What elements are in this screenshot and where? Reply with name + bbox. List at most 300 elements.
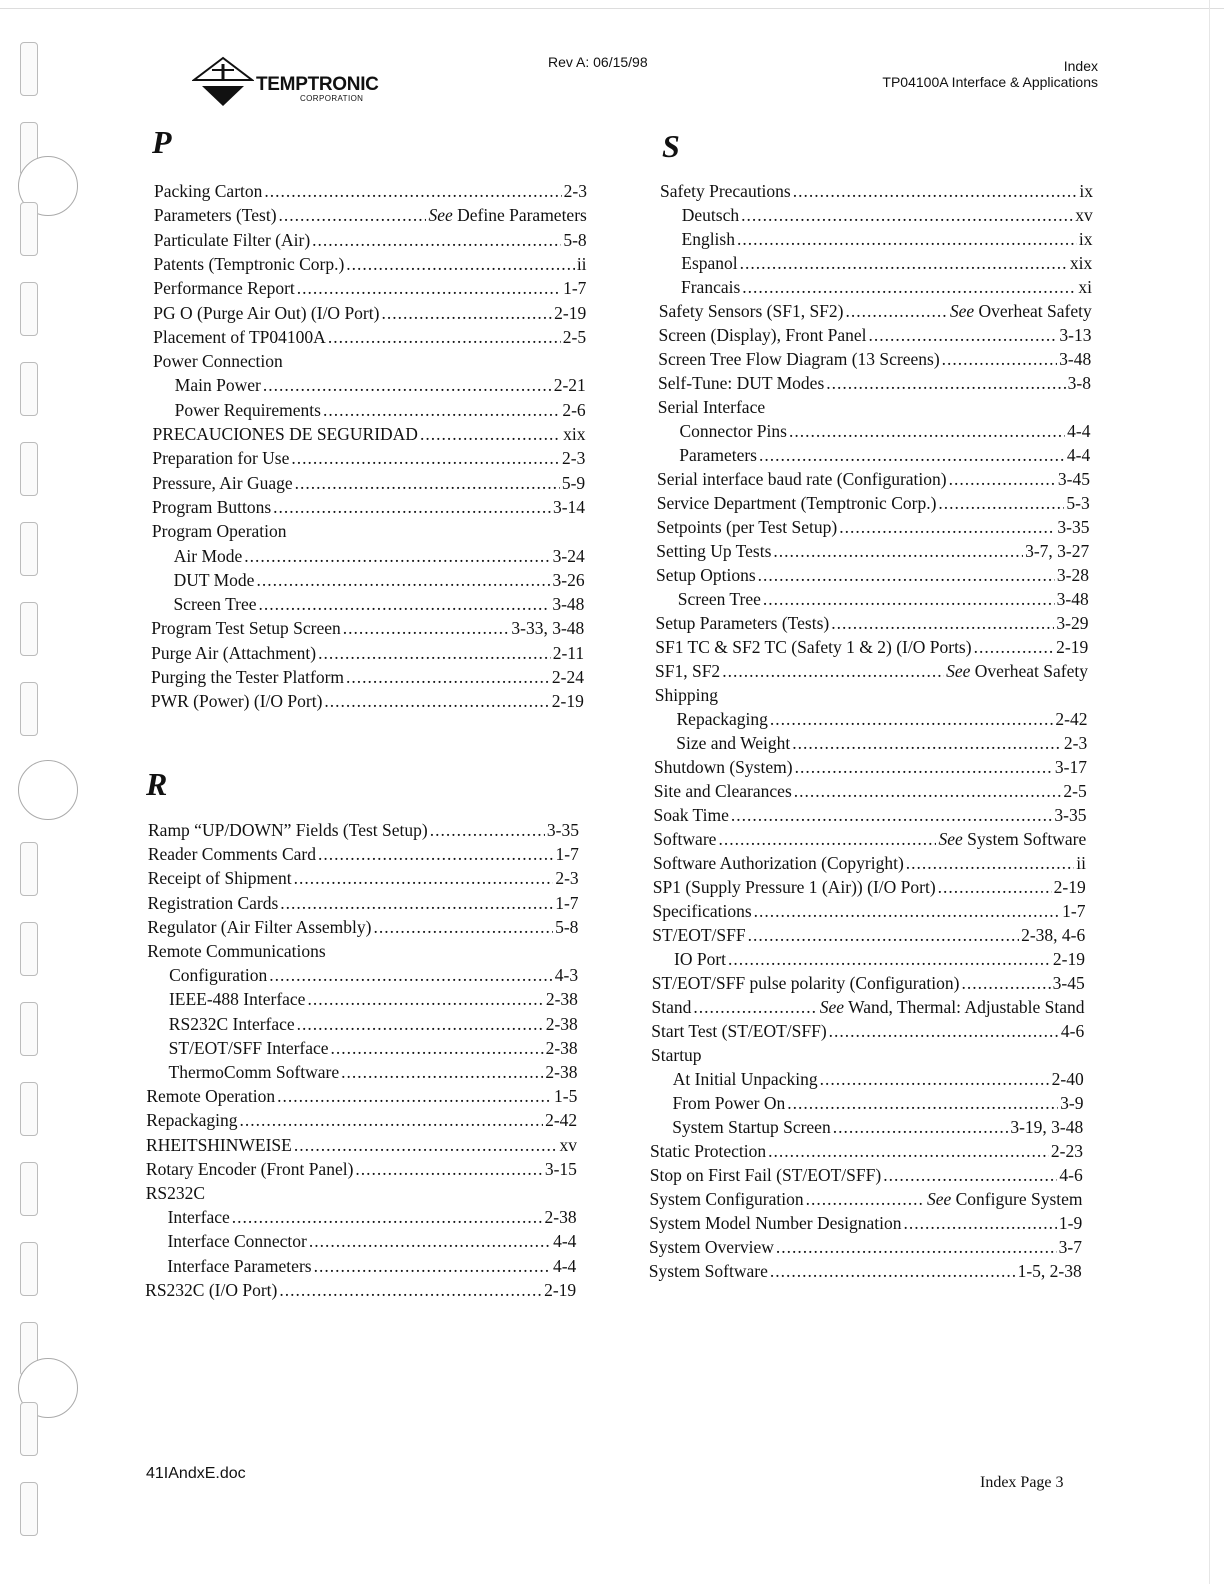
page-value: 1-5: [554, 1086, 578, 1107]
page-value: 3-48: [552, 594, 585, 615]
binder-hole: [20, 282, 38, 336]
page-value: 2-3: [562, 448, 586, 469]
dot-leader: [232, 1207, 543, 1228]
index-term: Connector Pins: [679, 421, 787, 441]
page-value: 2-19: [554, 302, 587, 323]
index-term: ST/EOT/SFF: [652, 925, 746, 945]
index-entry: [151, 667, 584, 689]
page-value: 2-38: [545, 1062, 578, 1082]
index-page-ref: [553, 643, 584, 664]
page-value: 2-42: [545, 1110, 578, 1131]
index-entry: [653, 829, 1086, 851]
dot-leader: [741, 205, 1073, 226]
index-page-ref: [1079, 229, 1093, 250]
dot-leader: [737, 229, 1077, 250]
index-page-ref: [1057, 589, 1089, 610]
page-value: 2-11: [552, 642, 585, 663]
dot-leader: [773, 541, 1023, 562]
binder-holes: [0, 0, 90, 1584]
index-entry: [654, 805, 1087, 827]
index-entry: [153, 424, 586, 446]
dot-leader: [883, 1165, 1057, 1186]
index-heading: Power Connection: [152, 351, 283, 372]
page-value: 3-48: [1059, 349, 1092, 369]
page-value: 2-38, 4-6: [1021, 925, 1086, 945]
index-page-ref: [553, 1231, 576, 1252]
index-entry: [660, 181, 1093, 203]
index-page-ref: [552, 667, 584, 688]
index-term: Size and Weight: [676, 733, 791, 753]
dot-leader: [346, 254, 575, 275]
index-entry: [653, 901, 1086, 923]
index-entry: [148, 820, 579, 842]
index-entry: [152, 448, 585, 470]
page-value: 4-4: [1066, 445, 1091, 465]
index-term: Screen Tree: [677, 589, 761, 609]
dot-leader: [324, 691, 549, 712]
index-page-ref: [428, 205, 586, 226]
dot-leader: [307, 989, 543, 1010]
page-value: 2-5: [1063, 781, 1087, 801]
dot-leader: [256, 570, 550, 591]
page-value: System Software: [967, 829, 1087, 849]
page-right-edge: [1209, 0, 1210, 1584]
index-entry: [678, 589, 1089, 611]
page-value: 4-6: [1060, 1021, 1085, 1041]
index-entry: [145, 1280, 576, 1302]
dot-leader: [280, 893, 553, 914]
dot-leader: [277, 1086, 552, 1107]
index-page-ref: [554, 1086, 577, 1107]
dot-leader: [294, 868, 554, 889]
index-entry: [659, 325, 1092, 347]
page-value: 2-40: [1051, 1069, 1084, 1089]
index-page-ref: [1063, 781, 1086, 802]
index-page-ref: [1059, 1165, 1082, 1186]
index-entry: [151, 618, 584, 640]
index-term: SP1 (Supply Pressure 1 (Air)) (I/O Port): [652, 877, 936, 897]
index-term: Purge Air (Attachment): [151, 642, 317, 663]
page-value: 2-19: [544, 1279, 577, 1300]
page-value: 3-45: [1057, 469, 1090, 489]
index-term: IEEE-488 Interface: [168, 989, 306, 1010]
dot-leader: [820, 1069, 1050, 1090]
dot-leader: [904, 1213, 1057, 1234]
index-term: Reader Comments Card: [147, 844, 316, 865]
index-page-ref: [1056, 613, 1088, 634]
section-letter-p: P: [152, 124, 172, 160]
index-page-ref: [1021, 925, 1085, 946]
page-value: 2-23: [1050, 1141, 1083, 1161]
index-entry: [682, 205, 1093, 227]
page-value: 3-8: [1067, 373, 1091, 393]
binder-hole: [20, 1162, 38, 1216]
page-value: 3-17: [1054, 757, 1087, 777]
dot-leader: [244, 546, 550, 567]
page-value: 3-7: [1058, 1237, 1082, 1257]
index-page-ref: [950, 301, 1092, 322]
binder-hole: [20, 42, 38, 96]
index-entry: [676, 733, 1087, 755]
page-value: 2-5: [562, 326, 587, 347]
index-term: Espanol: [681, 253, 738, 273]
index-page-ref: [560, 1135, 578, 1156]
dot-leader: [938, 493, 1064, 514]
index-page-ref: [1070, 253, 1092, 274]
index-term: Repackaging: [146, 1110, 238, 1131]
dot-leader: [759, 445, 1065, 466]
dot-leader: [961, 973, 1050, 994]
index-term: ST/EOT/SFF pulse polarity (Configuration): [651, 973, 960, 993]
dot-leader: [806, 1189, 925, 1210]
page-value: 3-7, 3-27: [1025, 541, 1090, 561]
page-value: Define Parameters: [457, 205, 587, 226]
dot-leader: [291, 448, 560, 469]
dot-leader: [787, 1093, 1058, 1114]
index-term: PG O (Purge Air Out) (I/O Port): [153, 302, 380, 323]
index-page-ref: [1057, 517, 1089, 538]
page-value: 2-38: [544, 1207, 577, 1228]
index-term: Shutdown (System): [654, 757, 793, 777]
index-entry: [148, 844, 579, 866]
page-value: 2-38: [545, 1013, 578, 1034]
index-entry: [175, 400, 586, 422]
index-page-ref: [1076, 853, 1086, 874]
index-page-ref: [545, 1062, 577, 1083]
dot-leader: [259, 594, 551, 615]
index-entry: [152, 473, 585, 495]
index-term: Serial interface baud rate (Configuration): [657, 469, 947, 489]
temptronic-logo-icon: [192, 56, 254, 108]
index-term: Registration Cards: [147, 892, 279, 913]
index-term: System Model Number Designation: [649, 1213, 902, 1233]
index-term: IO Port: [674, 949, 727, 969]
index-entry: [174, 570, 585, 592]
page-value: 3-29: [1056, 613, 1089, 633]
binder-hole: [20, 362, 38, 416]
dot-leader: [279, 205, 427, 226]
index-term: Packing Carton: [154, 181, 263, 201]
page-value: 5-3: [1066, 493, 1090, 513]
index-entry: [154, 230, 587, 252]
index-page-ref: [1060, 1093, 1083, 1114]
page-value: 2-19: [1056, 637, 1089, 657]
index-entry: [656, 613, 1089, 635]
index-page-ref: [1025, 541, 1089, 562]
index-entry: [153, 278, 586, 300]
index-heading: RS232C: [145, 1183, 206, 1203]
dot-leader: [754, 901, 1061, 922]
index-page-ref: [563, 327, 586, 348]
index-entry: [658, 349, 1091, 371]
page-value: 3-35: [1057, 517, 1090, 537]
index-term: PWR (Power) (I/O Port): [150, 691, 323, 712]
index-page-ref: [547, 820, 579, 841]
index-page-ref: [1067, 445, 1090, 466]
binder-hole: [20, 1002, 38, 1056]
index-entry: [673, 1069, 1084, 1091]
page-value: 4-4: [553, 1231, 577, 1252]
index-entry: [148, 893, 579, 915]
index-page-ref: [1061, 1021, 1084, 1042]
dot-leader: [740, 253, 1068, 274]
dot-leader: [279, 1280, 542, 1301]
index-entry: [147, 917, 578, 939]
dot-leader: [343, 618, 510, 639]
index-entry: [151, 643, 584, 665]
index-term: Particulate Filter (Air): [153, 229, 311, 250]
index-page-ref: [1055, 757, 1087, 778]
index-term: Air Mode: [173, 545, 243, 566]
index-term: Screen Tree: [173, 594, 257, 615]
index-page-ref: [1010, 1117, 1083, 1138]
index-page-ref: [1066, 493, 1089, 514]
page-value: 2-19: [1052, 949, 1085, 969]
dot-leader: [728, 949, 1051, 970]
index-page-ref: [552, 691, 584, 712]
index-entry: [681, 253, 1092, 275]
page-value: xi: [1078, 277, 1092, 297]
index-page-ref: [511, 618, 584, 639]
page-value: 3-35: [546, 820, 579, 840]
index-page-ref: [1064, 733, 1087, 754]
binder-hole: [20, 1082, 38, 1136]
index-entry: [169, 989, 578, 1011]
index-term: Parameters (Test): [153, 205, 277, 226]
index-entry: [654, 757, 1087, 779]
index-page-ref: [927, 1189, 1083, 1210]
index-term: Main Power: [174, 375, 261, 396]
index-term: Safety Precautions: [660, 181, 791, 201]
page-value: 4-4: [1067, 421, 1091, 441]
index-heading: Shipping: [654, 685, 718, 705]
index-entry: [655, 637, 1088, 659]
index-entry: [153, 327, 586, 349]
index-page-ref: [562, 473, 585, 494]
index-term: Rotary Encoder (Front Panel): [145, 1158, 354, 1179]
page-value: 1-7: [555, 844, 579, 865]
dot-leader: [341, 1062, 543, 1083]
index-heading: Startup: [651, 1045, 702, 1065]
page-value: 3-24: [552, 545, 585, 566]
index-term: Setpoints (per Test Setup): [656, 517, 838, 537]
page-value: xix: [563, 424, 586, 444]
section-letter-s: S: [662, 128, 680, 164]
dot-leader: [355, 1159, 542, 1180]
dot-leader: [297, 278, 561, 299]
index-page-ref: [1058, 469, 1090, 490]
index-page-ref: [1054, 805, 1086, 826]
index-page-ref: [577, 254, 587, 275]
index-page-ref: [562, 448, 585, 469]
index-term: Stop on First Fail (ST/EOT/SFF): [649, 1165, 882, 1185]
index-entry: [652, 997, 1085, 1019]
page-value: 4-6: [1059, 1165, 1083, 1185]
index-entry: [653, 853, 1086, 875]
binder-hole: [20, 522, 38, 576]
index-term: Interface Connector: [167, 1231, 307, 1252]
dot-leader: [294, 1135, 558, 1156]
index-page-ref: [555, 917, 578, 938]
page-value: 1-5, 2-38: [1017, 1261, 1082, 1281]
index-page-ref: [1057, 565, 1089, 586]
index-term: Static Protection: [650, 1141, 767, 1161]
see-reference: See: [926, 1189, 952, 1209]
page-top-edge: [0, 8, 1224, 9]
page-value: 2-6: [562, 399, 586, 420]
index-page-ref: [564, 181, 587, 202]
index-term: PRECAUCIONES DE SEGURIDAD: [152, 424, 418, 444]
page-value: xv: [559, 1134, 578, 1155]
index-term: Regulator (Air Filter Assembly): [147, 916, 372, 937]
page-value: ii: [576, 253, 587, 274]
dot-leader: [942, 349, 1058, 370]
index-entry: [154, 181, 587, 203]
dot-leader: [731, 805, 1053, 826]
index-entry: [650, 1189, 1083, 1211]
section-label: Index: [1063, 58, 1098, 74]
index-page-ref: [1059, 325, 1091, 346]
index-term: Deutsch: [681, 205, 740, 225]
document-title: TP04100A Interface & Applications: [882, 74, 1098, 90]
index-term: RHEITSHINWEISE: [146, 1134, 292, 1155]
dot-leader: [269, 965, 552, 986]
index-page-ref: [1075, 205, 1093, 226]
index-entry: [154, 205, 587, 227]
page-value: Overheat Safety: [974, 661, 1088, 681]
index-term: System Software: [648, 1261, 768, 1281]
page-value: 3-19, 3-48: [1010, 1117, 1084, 1137]
index-page-ref: [562, 400, 585, 421]
index-term: RS232C Interface: [168, 1013, 295, 1034]
page-value: 2-21: [553, 375, 586, 396]
index-entry: [146, 1086, 577, 1108]
page-value: 4-3: [554, 965, 579, 986]
dot-leader: [906, 853, 1074, 874]
page-value: 1-7: [563, 278, 587, 299]
index-term: Parameters: [679, 445, 757, 465]
index-term: Repackaging: [676, 709, 768, 729]
dot-leader: [748, 925, 1019, 946]
dot-leader: [297, 1014, 544, 1035]
index-term: Preparation for Use: [152, 448, 290, 469]
index-page-ref: [563, 230, 586, 251]
index-page-ref: [554, 375, 586, 396]
index-entry: [649, 1237, 1082, 1259]
dot-leader: [314, 1256, 551, 1277]
index-entry: [169, 965, 578, 987]
see-reference: See: [819, 997, 845, 1017]
binder-hole: [20, 1482, 38, 1536]
index-term: System Overview: [649, 1237, 774, 1257]
see-reference: See: [938, 829, 963, 849]
binder-hole: [20, 842, 38, 896]
dot-leader: [776, 1237, 1057, 1258]
binder-ring: [18, 760, 78, 820]
index-entry: [653, 877, 1086, 899]
index-page-ref: [545, 1207, 577, 1228]
index-term: Interface Parameters: [167, 1255, 312, 1276]
index-page-ref: [1059, 349, 1091, 370]
index-entry: [168, 1207, 577, 1229]
page-value: 1-9: [1058, 1213, 1083, 1233]
header-right: [882, 58, 1098, 90]
index-term: Site and Clearances: [653, 781, 792, 801]
dot-leader: [240, 1110, 544, 1131]
index-entry: [654, 781, 1087, 803]
binder-hole: [20, 442, 38, 496]
index-term: Start Test (ST/EOT/SFF): [651, 1021, 827, 1041]
dot-leader: [331, 1038, 544, 1059]
page-value: 2-38: [545, 989, 578, 1010]
index-page-ref: [546, 989, 578, 1010]
index-entry: [151, 691, 584, 713]
dot-leader: [264, 181, 561, 202]
page-value: 3-28: [1056, 565, 1089, 585]
dot-leader: [430, 820, 545, 841]
index-page-ref: [563, 424, 585, 445]
index-term: System Startup Screen: [672, 1117, 831, 1137]
index-page-ref: [546, 1038, 578, 1059]
index-page-ref: [553, 1256, 576, 1277]
dot-leader: [722, 661, 944, 682]
page-value: 2-19: [1053, 877, 1086, 897]
index-term: Remote Operation: [146, 1086, 276, 1107]
page-value: 2-3: [1063, 733, 1088, 753]
index-entry: [167, 1231, 576, 1253]
index-term: Francais: [681, 277, 741, 297]
index-page-ref: [553, 497, 585, 518]
index-heading: Program Operation: [151, 521, 287, 542]
page-value: 3-45: [1052, 973, 1085, 993]
index-heading: Serial Interface: [657, 397, 766, 417]
temptronic-logo: [192, 56, 392, 108]
dot-leader: [309, 1231, 551, 1252]
index-term: Screen Tree Flow Diagram (13 Screens): [658, 349, 940, 369]
index-term: Program Buttons: [152, 496, 272, 517]
index-entry: [674, 949, 1085, 971]
page-value: 2-3: [555, 868, 579, 889]
binder-hole: [20, 602, 38, 656]
index-heading: Remote Communications: [147, 941, 326, 961]
dot-leader: [833, 1117, 1009, 1138]
dot-leader: [789, 421, 1065, 442]
dot-leader: [770, 709, 1054, 730]
index-entry: [679, 445, 1090, 467]
index-entry: [657, 493, 1090, 515]
dot-leader: [263, 375, 552, 396]
page-value: xix: [1069, 253, 1093, 273]
page-value: 2-24: [551, 667, 584, 687]
page-value: 2-42: [1055, 709, 1088, 729]
dot-leader: [295, 473, 560, 494]
dot-leader: [974, 637, 1055, 658]
dot-leader: [794, 781, 1062, 802]
dot-leader: [318, 844, 554, 865]
page-value: Overheat Safety: [978, 301, 1092, 321]
index-term: Specifications: [652, 901, 752, 921]
index-page-ref: [555, 868, 578, 889]
index-entry: [655, 661, 1088, 683]
index-term: Patents (Temptronic Corp.): [153, 253, 345, 274]
dot-leader: [323, 400, 560, 421]
dot-leader: [792, 733, 1062, 754]
index-entry: [169, 1038, 578, 1060]
index-entry: [649, 1213, 1082, 1235]
dot-leader: [693, 997, 817, 1018]
index-term: Setting Up Tests: [656, 541, 772, 561]
index-term: At Initial Unpacking: [672, 1069, 818, 1089]
